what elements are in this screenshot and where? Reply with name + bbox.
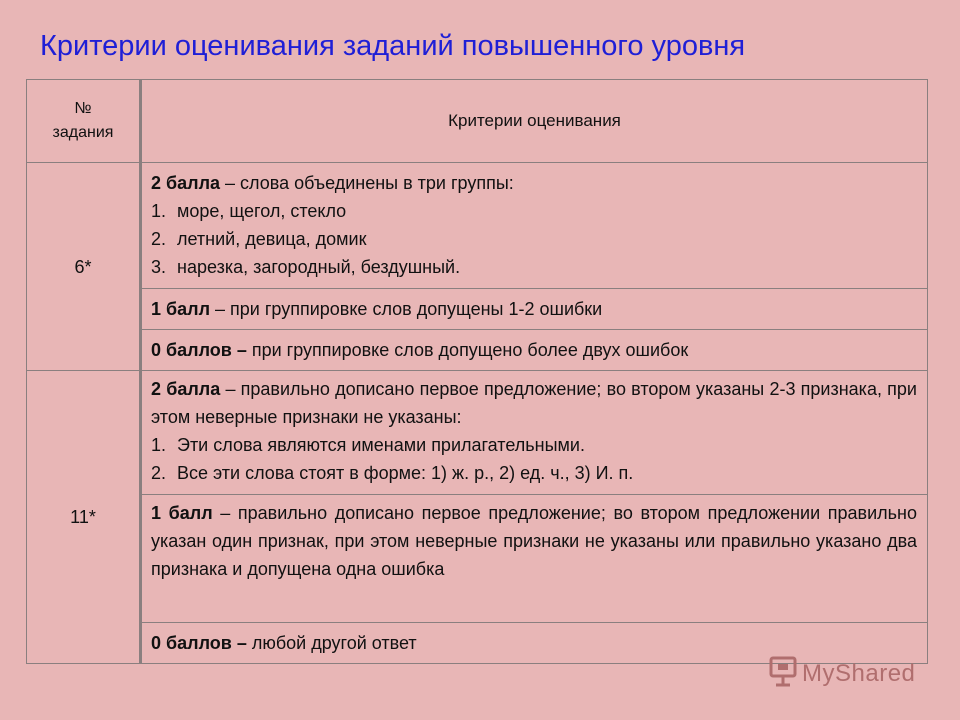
table-row: [27, 495, 928, 623]
criteria-text: любой другой ответ: [246, 633, 417, 653]
task-number-11: 11*: [27, 371, 141, 664]
score-label: 0 баллов –: [151, 340, 247, 360]
list-item: [151, 459, 917, 487]
list-item: [151, 225, 917, 253]
task-number-6: 6*: [27, 163, 141, 371]
list-item: [151, 253, 917, 281]
criteria-line: [151, 375, 917, 431]
list-item: [151, 197, 917, 225]
answer-list: [151, 197, 917, 281]
item-number: 1.: [151, 201, 167, 221]
item-number: 3.: [151, 257, 167, 277]
header-num-word: задания: [52, 124, 114, 141]
score-label: 2 балла: [151, 379, 221, 399]
header-task-number: [27, 80, 141, 163]
table-row: [27, 289, 928, 330]
page-title: Критерии оценивания заданий повышенного уровня: [40, 30, 746, 62]
list-item: [151, 431, 917, 459]
answer-list: [151, 431, 917, 487]
criteria-cell-11-1pt: [141, 495, 928, 623]
criteria-text: – при группировке слов допущены 1-2 ошибки: [210, 299, 603, 319]
item-number: 2.: [151, 463, 167, 483]
item-text: летний, девица, домик: [177, 229, 367, 249]
criteria-text: – правильно дописано первое предложение; во втором предложении правильно указан один признак, при этом неверные признаки не указаны или правильно указано два признака и допущена одна ошибка: [151, 503, 918, 579]
header-criteria: Критерии оценивания: [141, 80, 928, 163]
item-text: море, щегол, стекло: [177, 201, 347, 221]
table-row: [27, 371, 928, 495]
table-row: [27, 330, 928, 371]
criteria-cell-6-0pts: [141, 330, 928, 371]
header-num-symbol: №: [74, 100, 92, 117]
myshared-watermark: [768, 655, 915, 692]
score-label: 0 баллов –: [151, 633, 247, 653]
item-number: 2.: [151, 229, 167, 249]
criteria-text: при группировке слов допущено более двух ошибок: [246, 340, 689, 360]
criteria-cell-11-2pts: [141, 371, 928, 495]
score-label: 2 балла: [151, 173, 221, 193]
table-header-row: [27, 80, 928, 163]
item-text: Эти слова являются именами прилагательными.: [177, 435, 585, 455]
criteria-cell-6-1pt: [141, 289, 928, 330]
watermark-text: MyShared: [802, 659, 916, 687]
criteria-cell-6-2pts: [141, 163, 928, 289]
presentation-board-icon: [768, 655, 798, 692]
score-label: 1 балл: [151, 299, 211, 319]
score-label: 1 балл: [151, 503, 213, 523]
criteria-text: – правильно дописано первое предложение; во втором указаны 2-3 признака, при этом неверные признаки не указаны:: [151, 379, 917, 427]
criteria-text: – слова объединены в три группы:: [220, 173, 514, 193]
table-row: [27, 163, 928, 289]
item-text: нарезка, загородный, бездушный.: [177, 257, 461, 277]
item-text: Все эти слова стоят в форме: 1) ж. р., 2) ед. ч., 3) И. п.: [177, 463, 634, 483]
item-number: 1.: [151, 435, 167, 455]
criteria-line: [151, 169, 917, 197]
criteria-table: [26, 79, 928, 664]
